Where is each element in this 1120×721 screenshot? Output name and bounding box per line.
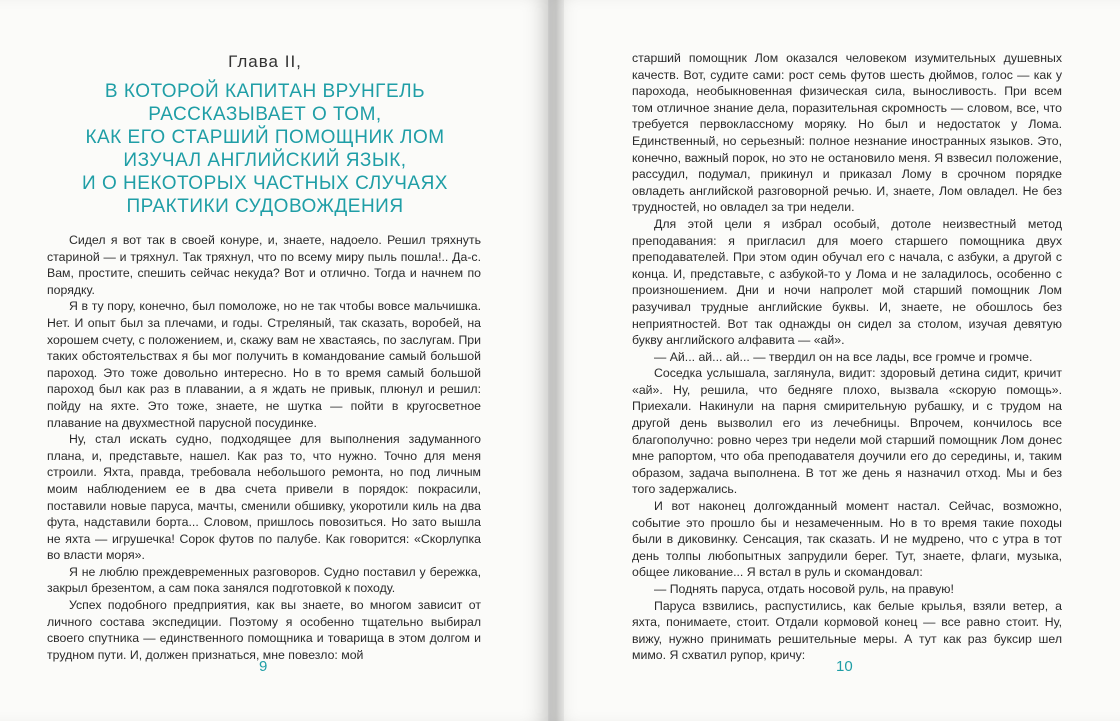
paragraph: Паруса взвились, распустились, как белые крылья, взяли ветер, а яхта, понимаете, стоит. Отдали кормовой конец — все равно стоит. Ну, вижу, нужно принимать решительные меры. А тут как раз буксир шел мимо. Я схватил рупор, кричу:: [632, 598, 1062, 663]
paragraph: Ну, стал искать судно, подходящее для выполнения задуманного плана, и, представьте, нашел. Как раз то, что нужно. Точно для меня строили. Яхта, правда, требовала небольшого ремонта, но под личным моим наблюдением ее в два счета привели в порядок: покрасили, поставили новые паруса, мачты, сменили обшивку, укоротили киль на два фута, надставили борта... Словом, пришлось повозиться. Но зато вышла не яхта — игрушечка! Сорок футов по палубе. Как говорится: «Скорлупка во власти моря».: [47, 432, 481, 563]
right-page: [550, 0, 1120, 721]
paragraph: — Поднять паруса, отдать носовой руль, на правую!: [654, 582, 954, 596]
chapter-title-line: КАК ЕГО СТАРШИЙ ПОМОЩНИК ЛОМ: [85, 127, 445, 148]
paragraph: Успех подобного предприятия, как вы знаете, во многом зависит от личного состава экспедиции. Поэтому я особенно тщательно выбирал своего спутника — единственного помощника и товарища в этом долгом и трудном пути. И, должен признаться, мне повезло: мой: [47, 598, 481, 662]
page-number-right: 10: [836, 658, 853, 675]
left-page-body: [47, 232, 481, 663]
chapter-title-line: И О НЕКОТОРЫХ ЧАСТНЫХ СЛУЧАЯХ: [82, 173, 448, 194]
chapter-title-line: ПРАКТИКИ СУДОВОЖДЕНИЯ: [126, 196, 404, 217]
chapter-label: Глава II,: [228, 52, 302, 71]
chapter-title-line: ИЗУЧАЛ АНГЛИЙСКИЙ ЯЗЫК,: [123, 150, 407, 171]
chapter-title-line: РАССКАЗЫВАЕТ О ТОМ,: [148, 104, 382, 125]
paragraph: Сидел я вот так в своей конуре, и, знаете, надоело. Решил тряхнуть стариной — и тряхнул. Так тряхнул, что по всему миру пыль пошла!.. Да-с. Вам, простите, спешить сейчас некуда? Вот и отлично. Тогда и начнем по порядку.: [47, 233, 481, 297]
book-gutter: [548, 0, 564, 721]
paragraph: Соседка услышала, заглянула, видит: здоровый детина сидит, кричит «ай». Ну, решила, что бедняге плохо, вызвала «скорую помощь». Приехали. Накинули на парня смирительную рубашку, и с трудом на другой день вызволил его из лечебницы. Впрочем, кончилось все благополучно: ровно через три недели мой старший помощник Лом донес мне рапортом, что оба преподавателя доучили его до середины, и, таким образом, задача выполнена. В тот же день я назначил отход. Мы и без того задержались.: [632, 366, 1062, 497]
paragraph: И вот наконец долгожданный момент настал. Сейчас, возможно, событие это прошло бы и незамеченным. Но в то время такие походы были в диковинку. Сенсация, так сказать. И не мудрено, что с утра в тот день толпы любопытных запрудили берег. Тут, знаете, флаги, музыка, общее ликование... Я встал в руль и скомандовал:: [632, 499, 1062, 580]
paragraph: Для этой цели я избрал особый, дотоле неизвестный метод преподавания: я пригласил для моего старшего помощника двух преподавателей. При этом один обучал его с начала, с азбуки, а другой с конца. И, представьте, с азбукой-то у Лома и не заладилось, особенно с произношением. Дни и ночи напролет мой старший помощник Лом разучивал трудные английские буквы. И, знаете, не обошлось без неприятностей. Вот так однажды он сидел за столом, изучая девятую букву английского алфавита — «ай».: [632, 216, 1062, 348]
paragraph: Я не люблю преждевременных разговоров. Судно поставил у бережка, закрыл брезентом, а сам пока занялся подготовкой к походу.: [47, 564, 481, 596]
page-number-left: 9: [259, 658, 268, 675]
chapter-title-line: В КОТОРОЙ КАПИТАН ВРУНГЕЛЬ: [104, 81, 426, 102]
right-page-body: [632, 50, 1062, 664]
paragraph: — Ай... ай... ай... — твердил он на все лады, все громче и громче.: [654, 349, 1033, 364]
paragraph: старший помощник Лом оказался человеком изумительных душевных качеств. Вот, судите сами: рост семь футов шесть дюймов, голос — как у парохода, необыкновенная физическая сила, выносливость. При всем том отличное знание дела, поразительная скромность — словом, все, что требуется первоклассному моряку. Но был и недостаток у Лома. Единственный, но серьезный: полное незнание иностранных языков. Это, конечно, важный порок, но это не остановило меня. Я взвесил положение, рассудил, подумал, прикинул и приказал Лому в срочном порядке овладеть английской разговорной речью. И, знаете, Лом овладел. Не без трудностей, но овладел за три недели.: [632, 51, 1062, 215]
chapter-title: [60, 80, 470, 218]
paragraph: Я в ту пору, конечно, был помоложе, но не так чтобы вовсе мальчишка. Нет. И опыт был за плечами, и годы. Стреляный, так сказать, воробей, на хорошем счету, с положением, и, скажу вам не хвастаясь, по заслугам. При таких обстоятельствах я бы мог получить в командование самый большой пароход. Это тоже довольно интересно. Но в то время самый большой пароход был как раз в плавании, а я ждать не привык, плюнул и решил: пойду на яхте. Это тоже, знаете, не шутка — пойти в кругосветное плавание на двухместной парусной посудинке.: [47, 299, 481, 430]
left-page: [0, 0, 550, 721]
